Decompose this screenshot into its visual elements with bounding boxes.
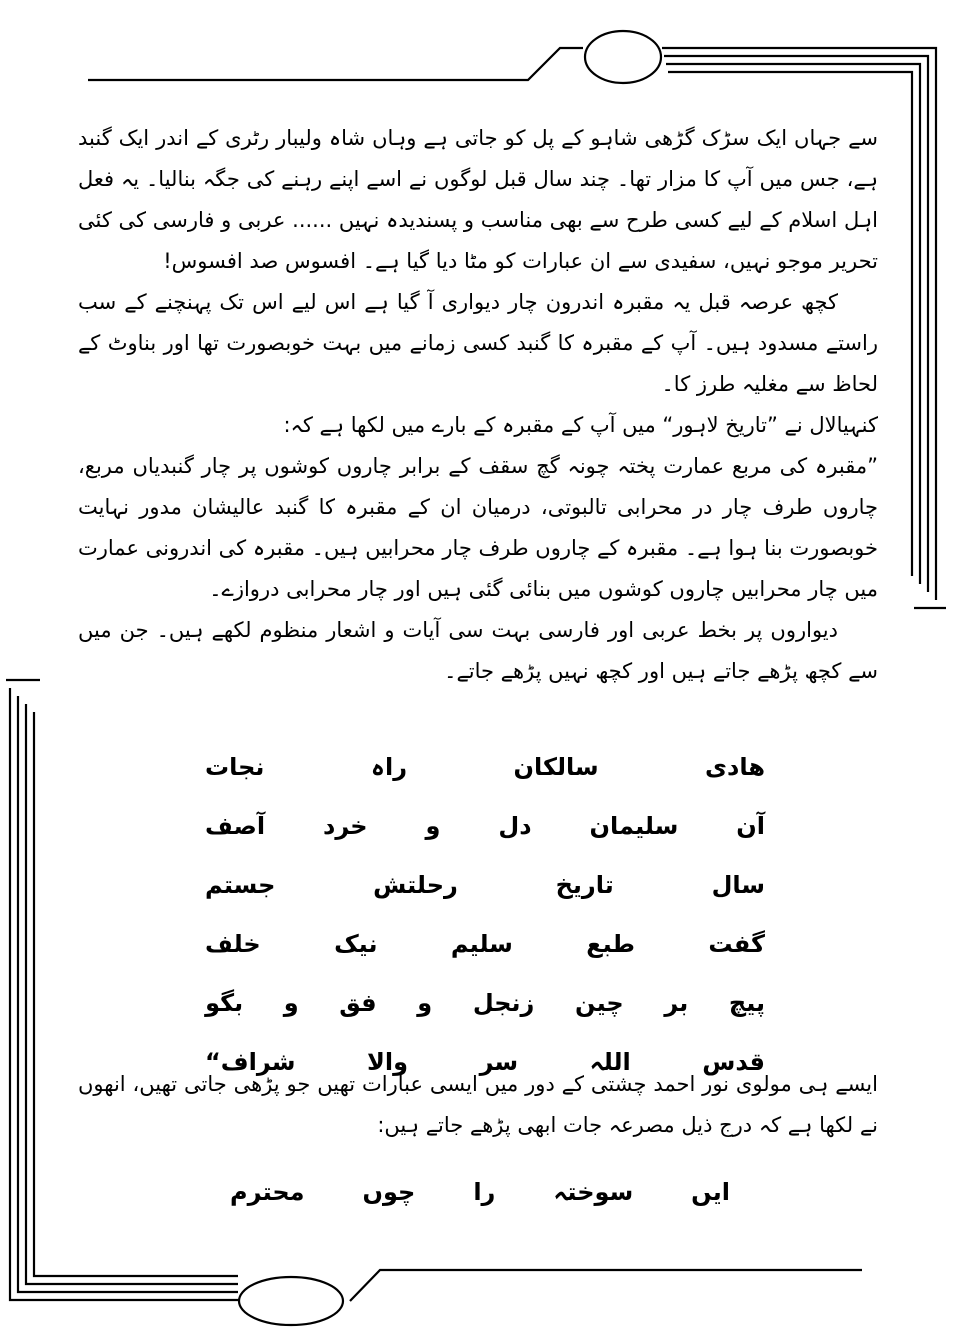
verse-line	[205, 796, 765, 855]
verse-word: قدس	[702, 1047, 765, 1076]
verse-word: پیچ	[728, 988, 765, 1017]
verse-word: و	[425, 811, 441, 840]
verse-word: شراف“	[205, 1047, 296, 1076]
verse-word: گفت	[708, 929, 765, 958]
verse-word: دل	[498, 811, 532, 840]
final-verse	[230, 1162, 730, 1221]
paragraph-3: کنہیالال نے ”تاریخ لاہور“ میں آپ کے مقبرہ کے بارے میں لکھا ہے کہ:	[283, 413, 878, 437]
verse-word: چین	[574, 988, 624, 1017]
verse-word: ھادی	[705, 752, 765, 781]
verse-word: تاریخ	[555, 870, 614, 899]
verse-word: سال	[711, 870, 765, 899]
paragraph-2: کچھ عرصہ قبل یہ مقبرہ اندرون چار دیواری آ گیا ہے اس لیے اس تک پہنچنے کے سب راستے مسدود ہیں۔ آپ کے مقبرہ کا گنبد کسی زمانے میں بہت خوبصورت تھا اور بناوٹ کے لحاظ سے مغلیہ طرز کا۔	[78, 290, 878, 396]
verse-word: راہ	[370, 752, 408, 781]
verse-line	[205, 973, 765, 1032]
body-text-bottom	[78, 1064, 878, 1146]
verse-word: نیک	[334, 929, 378, 958]
verse-word: فق	[339, 988, 377, 1017]
verse-word: و	[283, 988, 299, 1017]
verse-line	[205, 737, 765, 796]
verse-word: والا	[367, 1047, 409, 1076]
verse-line	[205, 914, 765, 973]
paragraph-5: دیواروں پر بخط عربی اور فارسی بہت سی آیات و اشعار منظوم لکھے ہیں۔ جن میں سے کچھ پڑھے جاتے ہیں اور کچھ نہیں پڑھے جاتے۔	[78, 618, 878, 683]
verse-word: خلف	[205, 929, 261, 958]
verse-word: بر	[664, 988, 689, 1017]
verse-word: سلیمان	[589, 811, 679, 840]
verse-word: جستم	[205, 870, 276, 899]
verse-word: سوختہ	[553, 1177, 634, 1206]
verse-word: سلیم	[450, 929, 513, 958]
verse-word: سالکان	[513, 752, 599, 781]
verse-word: آن	[736, 811, 765, 840]
verse-line	[230, 1162, 730, 1221]
verse-word: سر	[479, 1047, 519, 1076]
paragraph-6: ایسے ہی مولوی نور احمد چشتی کے دور میں ایسی عبارات تھیں جو پڑھی جاتی تھیں، انھوں نے لکھا ہے کہ درج ذیل مصرعہ جات ابھی پڑھے جاتے ہیں:	[78, 1072, 878, 1137]
verse-line	[205, 855, 765, 914]
verse-block	[205, 737, 765, 1091]
verse-word: چوں	[362, 1177, 416, 1206]
verse-word: اللہ	[589, 1047, 631, 1076]
verse-word: آصف	[205, 811, 266, 840]
paragraph-1: سے جہاں ایک سڑک گڑھی شاہو کے پل کو جاتی ہے وہاں شاہ ولیبار رٹری کے اندر ایک گنبد ہے، جس میں آپ کا مزار تھا۔ چند سال قبل لوگوں نے اسے اپنے رہنے کی جگہ بنالیا۔ یہ فعل اہل اسلام کے لیے کسی طرح سے بھی مناسب و پسندیدہ نہیں ...... عربی و فارسی کی کئی تحریر موجو نہیں، سفیدی سے ان عبارات کو مٹا دیا گیا ہے۔ افسوس صد افسوس!	[78, 126, 878, 273]
verse-word: محترم	[230, 1177, 305, 1206]
body-text-top	[78, 118, 878, 692]
verse-word: رحلتش	[373, 870, 458, 899]
paragraph-4: ”مقبرہ کی مربع عمارت پختہ چونہ گچ سقف کے برابر چاروں کوشوں پر چار گنبدیاں مربع، چاروں طرف چار در محرابی تالبوتی، درمیان ان کے مقبرہ کا گنبد عالیشان مدور نہایت خوبصورت بنا ہوا ہے۔ مقبرہ کے چاروں طرف چار محرابیں ہیں۔ مقبرہ کی اندرونی عمارت میں چار محرابیں چاروں کوشوں میں بنائی گئی ہیں اور چار محرابی دروازے۔	[78, 454, 878, 601]
verse-word: بگو	[205, 988, 244, 1017]
verse-word: طبع	[586, 929, 635, 958]
verse-word: و	[417, 988, 433, 1017]
verse-word: خرد	[323, 811, 368, 840]
verse-word: را	[473, 1177, 496, 1206]
verse-word: ایں	[691, 1177, 730, 1206]
verse-word: نجات	[205, 752, 265, 781]
verse-word: زنجل	[472, 988, 535, 1017]
